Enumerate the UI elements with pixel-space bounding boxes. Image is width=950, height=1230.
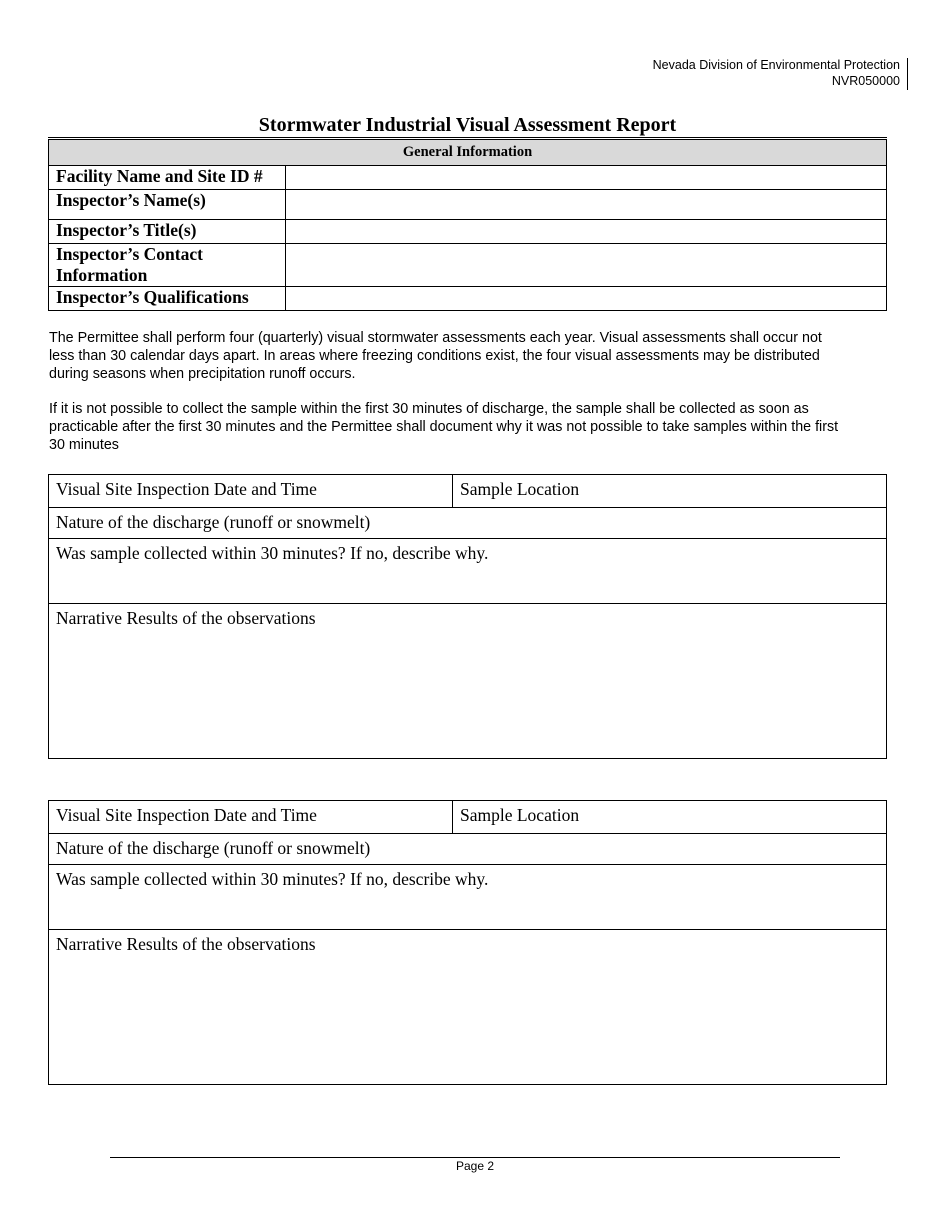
general-information-heading: General Information — [49, 139, 887, 166]
sample-location-field[interactable]: Sample Location — [453, 801, 887, 834]
page-number: Page 2 — [455, 1159, 495, 1173]
inspector-name-label: Inspector’s Name(s) — [49, 190, 286, 220]
inspection-date-time-field[interactable]: Visual Site Inspection Date and Time — [49, 475, 453, 508]
assessment-table-2 — [48, 800, 887, 1085]
assessment-frequency-paragraph: The Permittee shall perform four (quarterly) visual stormwater assessments each year. Visual assessments shall occur not less than 30 calendar days apart. In areas where freezing conditions exist, the four visual assessments may be distributed during seasons when precipitation runoff occurs. — [49, 330, 822, 382]
sample-within-30-min-field[interactable]: Was sample collected within 30 minutes? If no, describe why. — [49, 865, 887, 930]
discharge-nature-field[interactable]: Nature of the discharge (runoff or snowmelt) — [49, 834, 887, 865]
permit-number: NVR050000 — [831, 74, 900, 88]
inspector-qualifications-label: Inspector’s Qualifications — [49, 287, 286, 311]
inspector-contact-field[interactable] — [286, 244, 887, 287]
footer-divider — [110, 1157, 840, 1158]
agency-name: Nevada Division of Environmental Protection — [652, 58, 900, 72]
sample-location-field[interactable]: Sample Location — [453, 475, 887, 508]
header-divider — [907, 58, 908, 90]
assessment-table-1 — [48, 474, 887, 759]
sample-timing-paragraph: If it is not possible to collect the sample within the first 30 minutes of discharge, the sample shall be collected as soon as practicable after the first 30 minutes and the Permittee shall document why it was not possible to take samples within the first 30 minutes — [49, 401, 839, 453]
sample-within-30-min-field[interactable]: Was sample collected within 30 minutes? If no, describe why. — [49, 539, 887, 604]
facility-name-label: Facility Name and Site ID # — [49, 166, 286, 190]
page-title: Stormwater Industrial Visual Assessment Report — [258, 114, 677, 136]
narrative-results-field[interactable]: Narrative Results of the observations — [49, 604, 887, 759]
document-header — [653, 57, 900, 89]
facility-name-field[interactable] — [286, 166, 887, 190]
inspector-title-label: Inspector’s Title(s) — [49, 220, 286, 244]
inspector-contact-label: Inspector’s Contact Information — [49, 244, 286, 287]
inspector-name-field[interactable] — [286, 190, 887, 220]
inspector-title-field[interactable] — [286, 220, 887, 244]
discharge-nature-field[interactable]: Nature of the discharge (runoff or snowmelt) — [49, 508, 887, 539]
narrative-results-field[interactable]: Narrative Results of the observations — [49, 930, 887, 1085]
inspector-qualifications-field[interactable] — [286, 287, 887, 311]
general-information-table — [48, 137, 887, 311]
inspection-date-time-field[interactable]: Visual Site Inspection Date and Time — [49, 801, 453, 834]
